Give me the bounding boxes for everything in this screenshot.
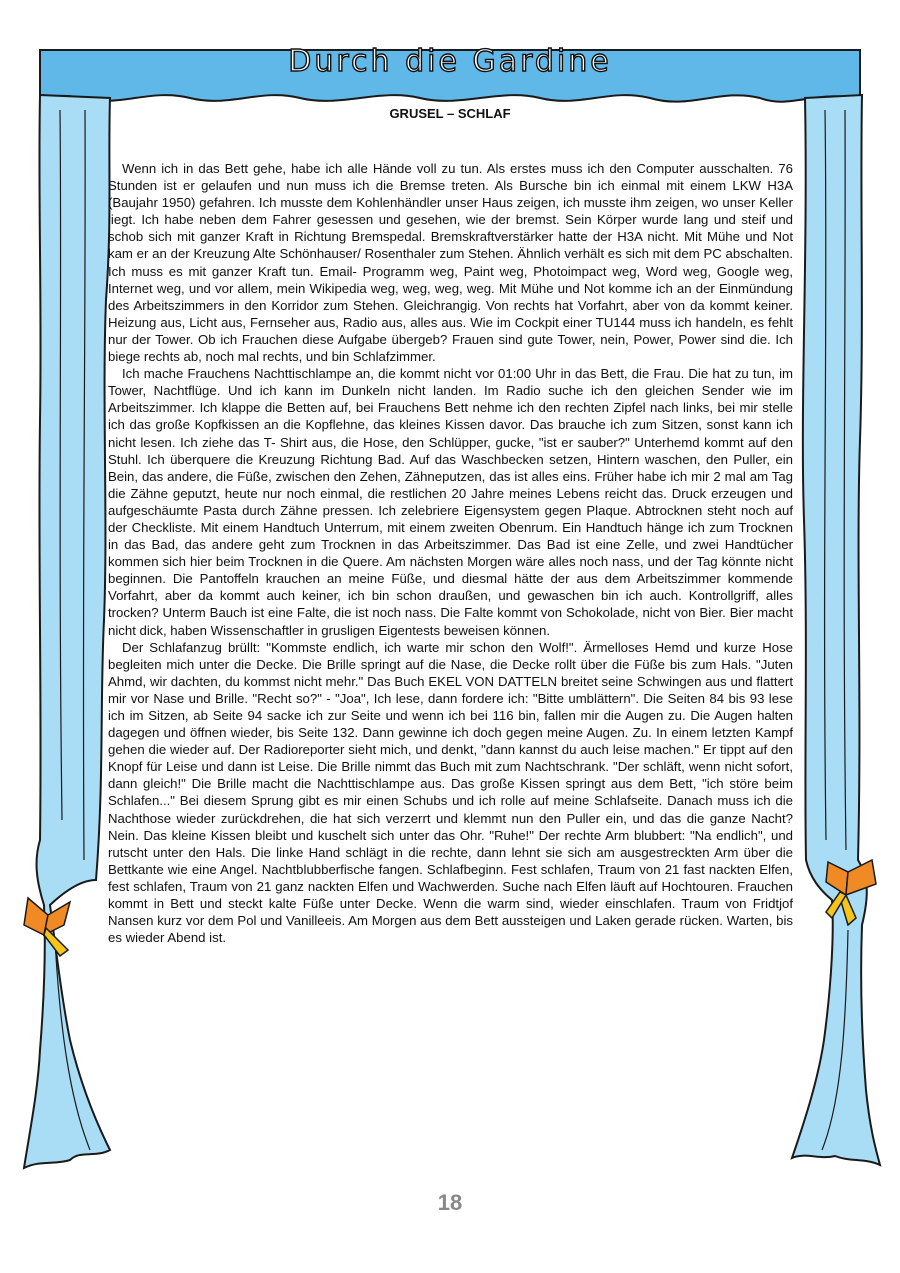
- banner-title: Durch die Gardine: [288, 44, 612, 79]
- paragraph: Ich mache Frauchens Nachttischlampe an, die kommt nicht vor 01:00 Uhr in das Bett, die Frau. Die hat zu tun, im Tower, Nachtflüge. Und ich kann im Dunkeln nicht landen. Im Radio suche ich den gleichen Sender wie im Arbeitszimmer. Ich klappe die Betten auf, bei Frauchens Bett nehme ich den rechten Zipfel nach links, bei mir stelle ich das große Kopfkissen an die Kopflehne, das kleines Kissen davor. Das brauche ich zum Sitzen, sonst kann ich nicht lesen. Ich ziehe das T- Shirt aus, die Hose, den Schlüpper, gucke, "ist er sauber?" Unterhemd kommt auf den Stuhl. Ich überquere die Kreuzung Richtung Bad. Auf das Waschbecken setzen, Hintern waschen, den Puller, ein Bein, das andere, die Füße, zwischen den Zehen, Zähneputzen, das ist alles eins. Früher habe ich mir 2 mal am Tag die Zähne geputzt, heute nur noch einmal, die restlichen 20 Jahre meines Lebens reicht das. Druck erzeugen und aufgeschäumte Pasta durch Zähne pressen. Ich zelebriere Eigensystem gegen Plaque. Abtrocknen steht noch auf der Checkliste. Mit einem Handtuch Unterrum, mit einem zweiten Obenrum. Ein Handtuch hänge ich zum Trocknen in das Bad, das andere geht zum Trocknen in das Arbeitszimmer. Das Bad ist eine Zelle, und zwei Handtücher kommen sich hier beim Trocknen in die Quere. Am nächsten Morgen wäre alles noch nass, und der Tag könnte nicht beginnen. Die Pantoffeln krauchen an meine Füße, und diesmal hätte der aus dem Arbeitszimmer kommende Vorfahrt, aber da kommt auch keiner, ich bin schon draußen, und gewaschen bin ich auch. Kontrollgriff, alles trocken? Unterm Bauch ist eine Falte, die ist noch nass. Die Falte kommt von Schokolade, nicht von Bier. Bier macht nicht dick, haben Wissenschaftler in grusligen Eigentests beweisen können.: [108, 366, 793, 638]
- right-curtain: [792, 95, 880, 1165]
- paragraph: Wenn ich in das Bett gehe, habe ich alle Hände voll zu tun. Als erstes muss ich den Computer ausschalten. 76 Stunden ist er gelaufen und nun muss ich die Bremse treten. Als Bursche bin ich einmal mit einem LKW H3A (Baujahr 1950) gefahren. Ich musste dem Kohlenhändler unser Haus zeigen, ich musste ihm zeigen, wo unser Keller liegt. Ich habe neben dem Fahrer gesessen und gesehen, wie der bremst. Sein Körper wurde lang und steif und schob sich mit ganzer Kraft in Richtung Bremspedal. Bremskraftverstärker hatte der H3A nicht. Mit Mühe und Not kam er an der Kreuzung Alte Schönhauser/ Rosenthaler zum Stehen. Ähnlich verhält es sich mit dem PC abschalten. Ich muss es mit ganzer Kraft tun. Email- Programm weg, Paint weg, Photoimpact weg, Word weg, Google weg, Internet weg, und vor allem, mein Wikipedia weg, weg, weg, weg. Mit Mühe und Not komme ich an der Einmündung des Arbeitszimmers in den Korridor zum Stehen. Gleichrangig. Von rechts hat Vorfahrt, aber von da kommt keiner. Heizung aus, Licht aus, Fernseher aus, Radio aus, alles aus. Wie im Cockpit einer TU144 muss ich handeln, es fehlt nur der Tower. Ob ich Frauchen diese Aufgabe übergeb? Frauen sind gute Tower, nein, Power, Power sind die. Ich biege rechts ab, noch mal rechts, und bin Schlafzimmer.: [108, 161, 793, 365]
- article-heading: GRUSEL – SCHLAF: [389, 106, 511, 121]
- page-number: 18: [437, 1190, 463, 1215]
- left-curtain: [24, 95, 110, 1168]
- article-body: [108, 160, 793, 946]
- paragraph: Der Schlafanzug brüllt: "Kommste endlich, ich warte mir schon den Wolf!". Ärmelloses Hemd und kurze Hose begleiten mich unter die Decke. Die Brille springt auf die Nase, die Decke rollt über die Füße bis zum Hals. "Juten Ahmd, wir dachten, du kommst nicht mehr." Das Buch EKEL VON DATTELN breitet seine Schwingen aus und flattert mir vor Nase und Brille. "Recht so?" - "Joa", Ich lese, dann fordere ich: "Bitte umblättern". Die Seiten 84 bis 93 lese ich im Sitzen, ab Seite 94 sacke ich zur Seite und wenn ich bei 116 bin, fallen mir die Augen zu. Die Augen halten dagegen und öffnen wieder, bis Seite 132. Dann gewinne ich doch gegen meine Augen. Zu. In einem letzten Kampf gehen die wieder auf. Der Radioreporter sieht mich, und denkt, "dann kannst du auch leise machen." Er tippt auf den Knopf für Leise und dann ist Leise. Die Brille nimmt das Buch mit zum Nachtschrank. "Der schläft, wenn nicht sofort, dann gleich!" Die Brille macht die Nachttischlampe aus. Das große Kissen springt aus dem Bett, "ich störe beim Schlafen..." Bei diesem Sprung gibt es mir einen Schubs und ich rolle auf meine Schlafseite. Danach muss ich die Nachthose wieder zurückdrehen, die hat sich verzerrt und klemmt nun den Puller ein, und das die ganze Nacht? Nein. Das kleine Kissen bleibt und kuschelt sich unter das Ohr. "Ruhe!" Der rechte Arm blubbert: "Na endlich", und rutscht unter den Hals. Die linke Hand schlägt in die rechte, dann lehnt sie sich am ausgestreckten Arm über die Bettkante wie eine Angel. Nachtblubberfische fangen. Schlafbeginn. Fest schlafen, Traum von 21 fast nackten Elfen, fest schlafen, Traum von 21 ganz nackten Elfen und Wachwerden. Suche nach Elfen läuft auf Hochtouren. Frauchen kommt in Bett und steckt kalte Füße unter Decke. Wenn die warm sind, wieder einschlafen. Traum von Fridtjof Nansen kurz vor dem Pol und Vanilleeis. Am Morgen aus dem Bett aussteigen und Laken gerade rücken. Warten, bis es wieder Abend ist.: [108, 639, 793, 946]
